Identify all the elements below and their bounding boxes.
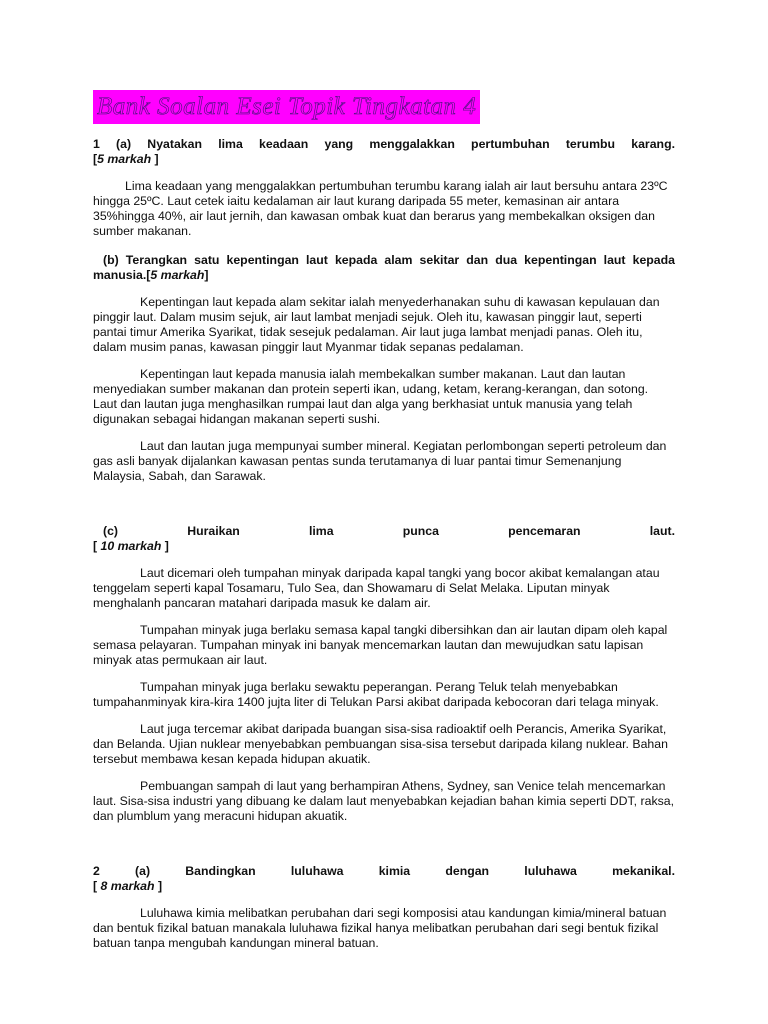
answer-1b-2: Kepentingan laut kepada manusia ialah membekalkan sumber makanan. Laut dan lautan menyediakan sumber makanan dan protein seperti ikan, udang, ketam, kerang-kerangan, dan sotong. Laut dan lautan juga menghasilkan rumpai laut dan alga yang berkhasiat untuk manusia yang telah digunakan sebagai hidangan makanan seperti sushi. <box>93 367 649 426</box>
question-2a-mark: 8 markah <box>100 879 155 893</box>
document-body <box>93 137 675 951</box>
question-2a <box>93 864 675 879</box>
question-1a <box>93 137 675 167</box>
question-1a-mark-close: ] <box>154 152 159 166</box>
answer-1b-3: Laut dan lautan juga mempunyai sumber mineral. Kegiatan perlombongan seperti petroleum dan gas asli banyak dijalankan kawasan pentas sunda terutamanya di luar pantai timur Semenanjung Malaysia, Sabah, dan Sarawak. <box>93 439 667 483</box>
answer-2a-1: Luluhawa kimia melibatkan perubahan dari segi komposisi atau kandungan kimia/mineral batuan dan bentuk fizikal batuan manakala luluhawa fizikal hanya melibatkan perubahan dari segi bentuk fizikal batuan tanpa mengubah kandungan mineral batuan. <box>93 906 667 950</box>
question-1c-mark-close: ] <box>164 539 169 553</box>
question-1c-mark: 10 markah <box>100 539 162 553</box>
question-1b-mark-close: ] <box>204 268 209 282</box>
question-2a-mark-open: [ <box>93 879 98 893</box>
question-1c-text: (c) Huraikan lima punca pencemaran laut. <box>103 524 675 538</box>
question-1a-mark-open: [ <box>93 152 98 166</box>
question-1a-text: 1 (a) Nyatakan lima keadaan yang menggalakkan pertumbuhan terumbu karang. <box>93 137 675 151</box>
question-1c-mark-line <box>93 539 675 554</box>
question-1b-mark: 5 markah <box>150 268 205 282</box>
question-1c <box>93 524 675 539</box>
question-2a-mark-close: ] <box>157 879 163 893</box>
answer-1c-4: Laut juga tercemar akibat daripada buangan sisa-sisa radioaktif oelh Perancis, Amerika Syarikat, dan Belanda. Ujian nuklear menyebabkan pembuangan sisa-sisa tersebut daripada kilang nuklear. Bahan tersebut membawa kesan kepada hidupan akuatik. <box>93 722 668 766</box>
answer-1c-3: Tumpahan minyak juga berlaku sewaktu peperangan. Perang Teluk telah menyebabkan tumpahanminyak kira-kira 1400 jujta liter di Telukan Parsi akibat daripada kebocoran dari telaga minyak. <box>93 680 659 709</box>
question-1c-mark-open: [ <box>93 539 98 553</box>
page-title: Bank Soalan Esei Topik Tingkatan 4 <box>93 90 480 124</box>
title-block <box>93 90 480 124</box>
answer-1c-1: Laut dicemari oleh tumpahan minyak daripada kapal tangki yang bocor akibat kemalangan atau tenggelam seperti kapal Tosamaru, Tulo Sea, dan Showamaru di Selat Melaka. Liputan minyak menghalanh pancaran matahari daripada masuk ke dalam air. <box>93 566 660 610</box>
answer-1a-1: Lima keadaan yang menggalakkan pertumbuhan terumbu karang ialah air laut bersuhu antara 23ºC hingga 25ºC. Laut cetek iaitu kedalaman air laut kurang daripada 55 meter, kemasinan air antara 35%hingga 40%, air laut jernih, dan kawasan ombak kuat dan berarus yang membekalkan oksigen dan sumber makanan. <box>93 179 668 238</box>
question-1b-text: (b) Terangkan satu kepentingan laut kepada alam sekitar dan dua kepentingan laut kepada manusia.[ <box>93 253 675 282</box>
answer-1c-5: Pembuangan sampah di laut yang berhampiran Athens, Sydney, san Venice telah mencemarkan laut. Sisa-sisa industri yang dibuang ke dalam laut menyebabkan kejadian bahan kimia seperti DDT, raksa, dan plumblum yang meracuni hidupan akuatik. <box>93 779 675 823</box>
question-2a-mark-line <box>93 879 675 894</box>
answer-1c-2: Tumpahan minyak juga berlaku semasa kapal tangki dibersihkan dan air lautan dipam oleh kapal semasa pelayaran. Tumpahan minyak ini banyak mencemarkan lautan dan mewujudkan satu lapisan minyak atas permukaan air laut. <box>93 623 668 667</box>
question-2a-text: 2 (a) Bandingkan luluhawa kimia dengan luluhawa mekanikal. <box>93 864 675 878</box>
question-1b <box>93 253 675 283</box>
question-1a-mark: 5 markah <box>97 152 152 166</box>
answer-1b-1: Kepentingan laut kepada alam sekitar ialah menyederhanakan suhu di kawasan kepulauan dan pinggir laut. Dalam musim sejuk, air laut lambat menjadi sejuk. Oleh itu, kawasan pinggir laut, seperti pantai timur Amerika Syarikat, tidak sesejuk pedalaman. Air laut juga lambat menjadi panas. Oleh itu, dalam musim panas, kawasan pinggir laut Myanmar tidak sepanas pedalaman. <box>93 295 660 354</box>
